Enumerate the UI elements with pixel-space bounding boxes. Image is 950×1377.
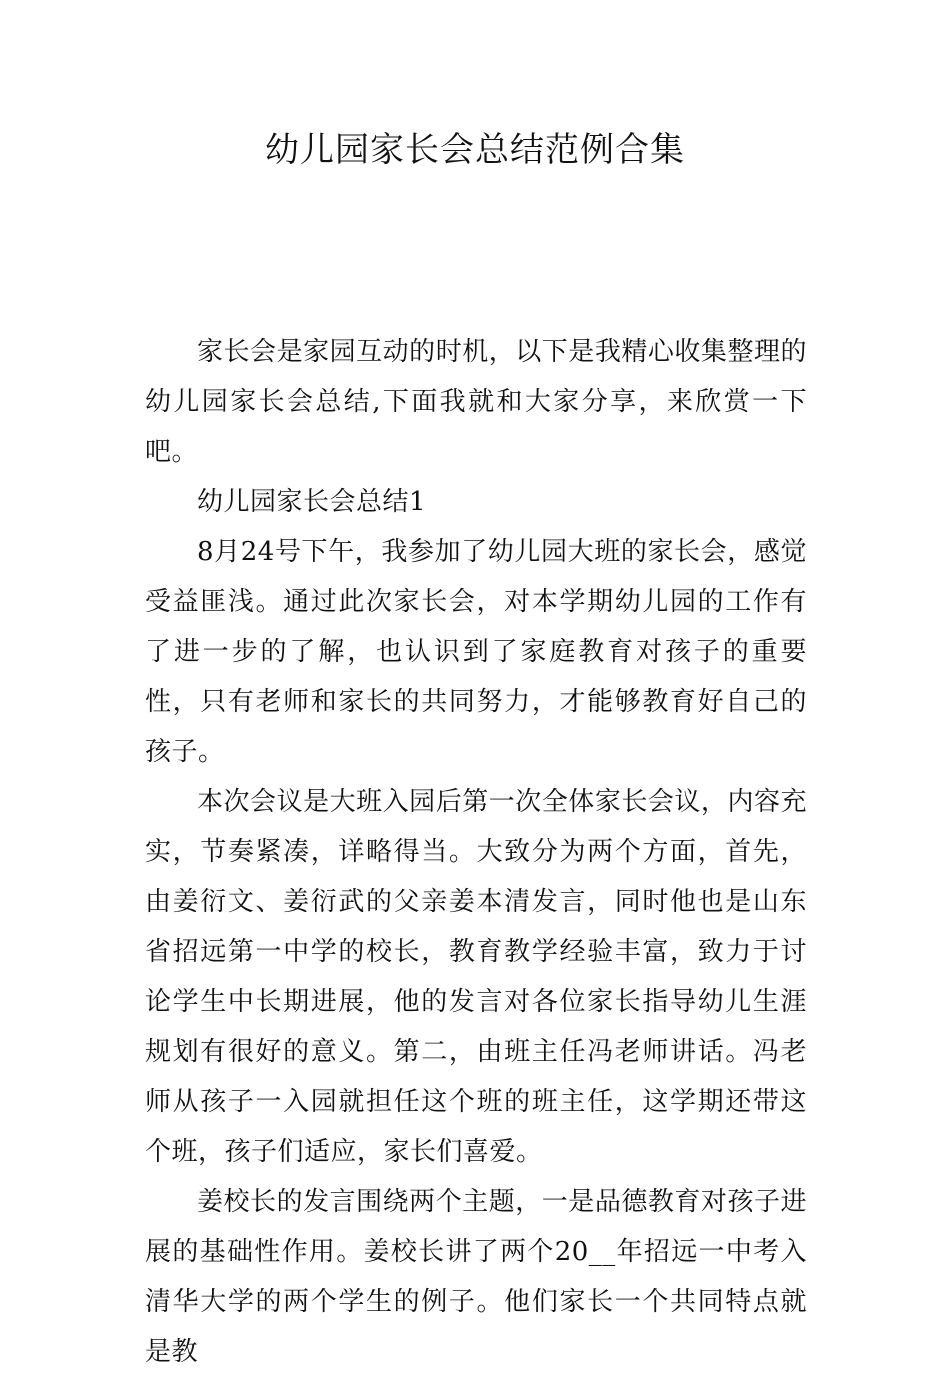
body-paragraph: 本次会议是大班入园后第一次全体家长会议，内容充实，节奏紧凑，详略得当。大致分为两个方面，首先，由姜衍文、姜衍武的父亲姜本清发言，同时他也是山东省招远第一中学的校长，教育教学经验丰富，致力于讨论学生中长期进展，他的发言对各位家长指导幼儿生涯规划有很好的意义。第二，由班主任冯老师讲话。冯老师从孩子一入园就担任这个班的班主任，这学期还带这个班，孩子们适应，家长们喜爱。	[145, 787, 807, 1167]
document-title: 幼儿园家长会总结范例合集	[265, 130, 685, 170]
body-paragraph: 8月24号下午，我参加了幼儿园大班的家长会，感觉受益匪浅。通过此次家长会，对本学期幼儿园的工作有了进一步的了解，也认识到了家庭教育对孩子的重要性，只有老师和家长的共同努力，才能够教育好自己的孩子。	[145, 537, 807, 767]
intro-paragraph: 家长会是家园互动的时机，以下是我精心收集整理的幼儿园家长会总结,下面我就和大家分享，来欣赏一下吧。	[145, 337, 807, 467]
section-heading: 幼儿园家长会总结1	[197, 487, 427, 517]
body-paragraph: 姜校长的发言围绕两个主题，一是品德教育对孩子进展的基础性作用。姜校长讲了两个20__年招远一中考入清华大学的两个学生的例子。他们家长一个共同特点就是教	[145, 1187, 807, 1367]
document-body	[145, 327, 807, 1377]
